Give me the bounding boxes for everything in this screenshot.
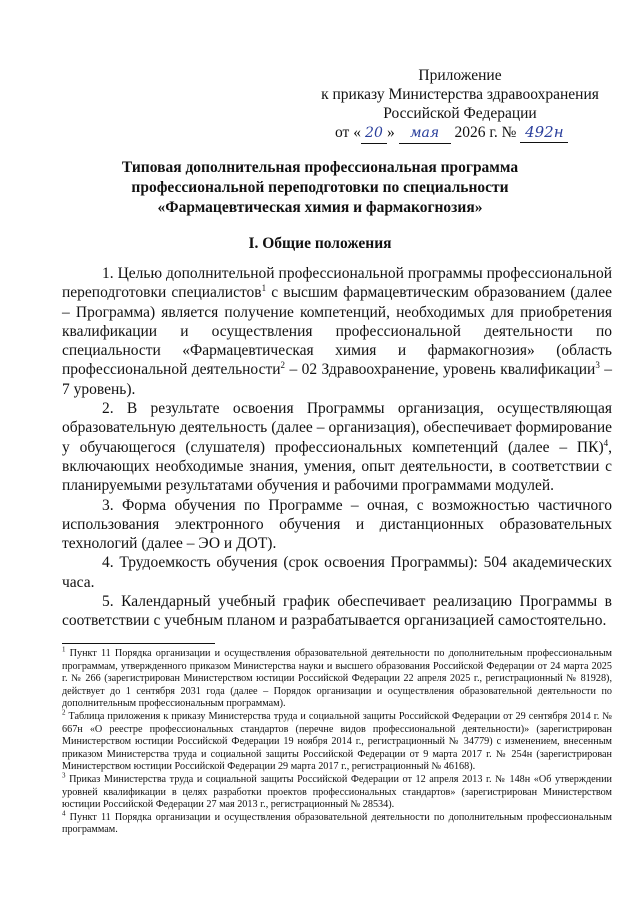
- paragraph-4: 4. Трудоемкость обучения (срок освоения Программы): 504 академических часа.: [62, 554, 612, 591]
- paragraph-1-part-d: – 7 уровень).: [62, 361, 613, 398]
- footnote-divider: [62, 643, 215, 644]
- footnote: [62, 809, 612, 837]
- program-title: [60, 158, 580, 218]
- date-mid: »: [386, 124, 395, 141]
- footnote-ref-3: 3: [595, 360, 600, 371]
- footnote-mark: 2: [62, 708, 66, 717]
- paragraph-1-part-b: с высшим фармацевтическим образованием (далее – Программа) является получение компетенций, необходимых для приобретения квалификации и осуществления профессиональной деятельности по специальности «Фармацевтическая химия и фармакогнозия» (область профессиональной деятельности: [62, 284, 612, 379]
- title-line-3: «Фармацевтическая химия и фармакогнозия»: [157, 199, 483, 216]
- footnote-text: Пункт 11 Порядка организации и осуществления образовательной деятельности по дополнительным профессиональным программам, утвержденного приказом Министерства науки и высшего образования Российской Федерации от 24 марта 2025 г. № 266 (зарегистрирован Министерством юстиции Российской Федерации 22 апреля 2025 г., регистрационный № 81928), действует до 1 сентября 2031 года (далее – Порядок организации и осуществления образовательной деятельности по дополнительным профессиональным программам).: [62, 648, 612, 710]
- footnote: [62, 771, 612, 812]
- handwritten-order-number: 492н: [520, 123, 568, 143]
- handwritten-month: мая: [399, 124, 451, 144]
- paragraph-5: 5. Календарный учебный график обеспечивает реализацию Программы в соответствии с учебным планом и разрабатывается организацией самостоятельно.: [62, 593, 612, 630]
- footnote-mark: 1: [62, 645, 66, 654]
- paragraph-1-part-a: 1. Целью дополнительной профессиональной программы профессиональной переподготовки специалистов: [62, 265, 612, 302]
- paragraph-1: [62, 264, 612, 399]
- footnote: [62, 708, 612, 774]
- year-text: 2026 г. №: [454, 124, 517, 141]
- paragraph-1-part-c: – 02 Здравоохранение, уровень квалификации: [285, 361, 596, 379]
- paragraph-3: 3. Форма обучения по Программе – очная, с возможностью частичного использования электронного обучения и дистанционных образовательных технологий (далее – ЭО и ДОТ).: [62, 496, 612, 553]
- footnote-text: Пункт 11 Порядка организации и осуществления образовательной деятельности по дополнительным профессиональным программам.: [62, 811, 612, 836]
- footnote-ref-2: 2: [280, 360, 286, 371]
- footnotes: [62, 645, 612, 837]
- date-prefix: от «: [335, 124, 361, 141]
- annex-date-line: [300, 123, 620, 144]
- paragraph-2: [62, 399, 612, 495]
- paragraph-2-part-b: , включающих необходимые знания, умения, опыт деятельности, в соответствии с планируемыми результатами обучения и рабочими программами модулей.: [62, 438, 612, 495]
- footnote-ref-4: 4: [603, 437, 609, 448]
- title-line-1: Типовая дополнительная профессиональная программа: [121, 159, 519, 176]
- annex-block: [300, 66, 620, 144]
- section-heading: I. Общие положения: [248, 235, 392, 252]
- annex-order-line: к приказу Министерства здравоохранения: [321, 86, 599, 103]
- paragraph-2-part-a: 2. В результате освоения Программы организация, осуществляющая образовательную деятельность (далее – организация), обеспечивает формирование у обучающегося (слушателя) профессиональных компетенций (далее – ПК): [62, 400, 612, 456]
- body-text: [62, 264, 612, 631]
- handwritten-day: 20: [361, 124, 387, 144]
- annex-title: Приложение: [418, 67, 502, 84]
- footnote-mark: 4: [62, 809, 66, 818]
- footnote-text: Приказ Министерства труда и социальной защиты Российской Федерации от 12 апреля 2013 г. № 148н «Об утверждении уровней квалификации в целях разработки проектов профессиональных стандартов» (зарегистрирован Министерством юстиции Российской Федерации 27 мая 2013 г., регистрационный № 28534).: [62, 773, 612, 811]
- footnote-ref-1: 1: [261, 283, 267, 294]
- title-line-2: профессиональной переподготовки по специальности: [131, 179, 509, 196]
- footnote: [62, 645, 612, 711]
- footnote-text: Таблица приложения к приказу Министерства труда и социальной защиты Российской Федерации от 29 сентября 2014 г. № 667н «О реестре профессиональных стандартов (перечне видов профессиональной деятельности)» (зарегистрирован Министерством юстиции Российской Федерации 19 ноября 2014 г., регистрационный № 34779) с изменением, внесенным приказом Министерства труда и социальной защиты Российской Федерации от 9 марта 2017 г. № 254н (зарегистрирован Министерством юстиции Российской Федерации 29 марта 2017 г., регистрационный № 46168).: [62, 710, 612, 773]
- footnote-mark: 3: [62, 771, 66, 780]
- annex-federation-line: Российской Федерации: [383, 105, 537, 122]
